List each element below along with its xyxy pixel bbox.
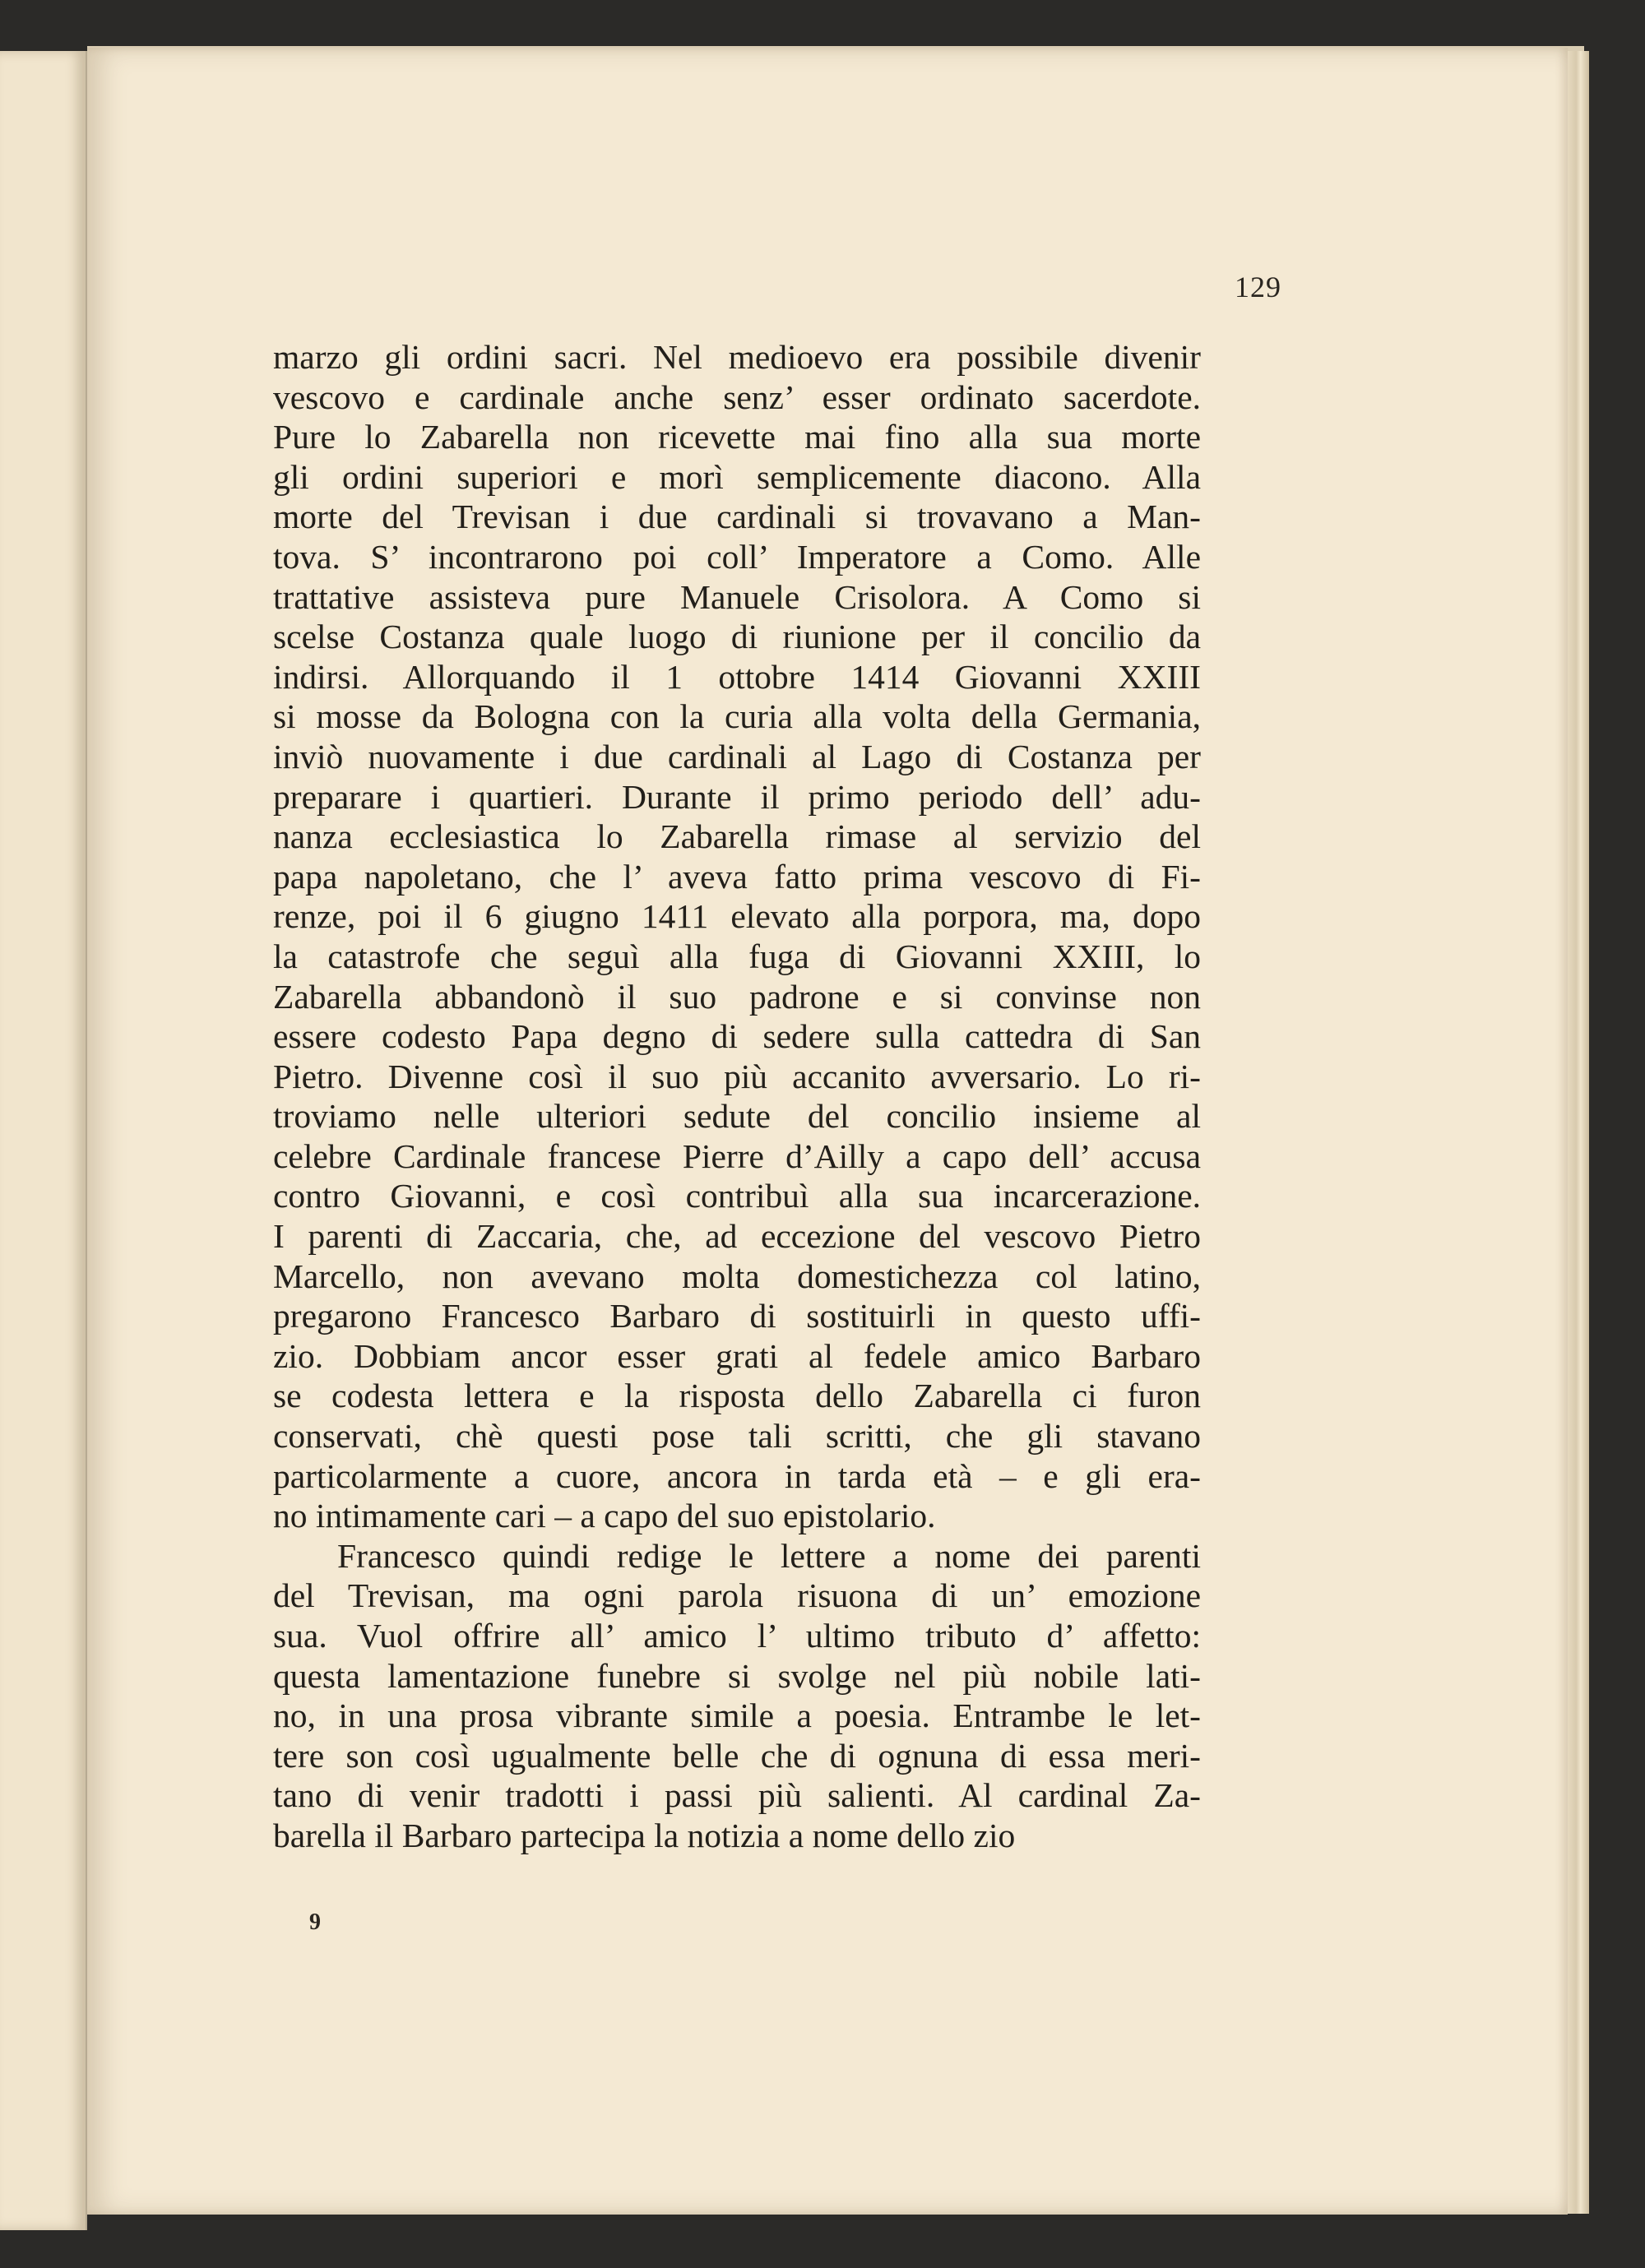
text-line: questa lamentazione funebre si svolge nel più nobile lati- — [273, 1656, 1201, 1695]
text-line: essere codesto Papa degno di sedere sulla cattedra di San — [273, 1017, 1201, 1056]
text-line: se codesta lettera e la risposta dello Zabarella ci furon — [273, 1377, 1201, 1415]
text-line: no intimamente cari – a capo del suo epistolario. — [273, 1497, 936, 1535]
text-line: tova. S’ incontrarono poi coll’ Imperatore a Como. Alle — [273, 537, 1201, 576]
text-line: Pure lo Zabarella non ricevette mai fino alla sua morte — [273, 418, 1201, 456]
text-line: la catastrofe che seguì alla fuga di Giovanni XXIII, lo — [273, 937, 1201, 975]
text-line: trattative assisteva pure Manuele Crisolora. A Como si — [273, 577, 1201, 616]
text-line: Marcello, non avevano molta domestichezza col latino, — [273, 1257, 1201, 1295]
text-line: si mosse da Bologna con la curia alla volta della Germania, — [273, 697, 1201, 736]
text-line: particolarmente a cuore, ancora in tarda età – e gli era- — [273, 1456, 1201, 1495]
text-line: no, in una prosa vibrante simile a poesia. Entrambe le let- — [273, 1696, 1201, 1735]
text-line: Pietro. Divenne così il suo più accanito avversario. Lo ri- — [273, 1057, 1201, 1095]
text-line: del Trevisan, ma ogni parola risuona di un’ emozione — [273, 1576, 1201, 1615]
text-line: contro Giovanni, e così contribuì alla sua incarcerazione. — [273, 1177, 1201, 1215]
page-number: 129 — [1235, 271, 1281, 303]
text-line: conservati, chè questi pose tali scritti, che gli stavano — [273, 1417, 1201, 1456]
text-line: zio. Dobbiam ancor esser grati al fedele amico Barbaro — [273, 1336, 1201, 1375]
text-line: tano di venir tradotti i passi più salienti. Al cardinal Za- — [273, 1776, 1201, 1815]
text-line: pregarono Francesco Barbaro di sostituirli in questo uffi- — [273, 1297, 1201, 1335]
text-line: gli ordini superiori e morì semplicemente diacono. Alla — [273, 457, 1201, 496]
text-line: indirsi. Allorquando il 1 ottobre 1414 Giovanni XXIII — [273, 657, 1201, 696]
printer-signature-mark: 9 — [309, 1909, 321, 1935]
text-line: celebre Cardinale francese Pierre d’Ailly a capo dell’ accusa — [273, 1136, 1201, 1175]
text-line: vescovo e cardinale anche senz’ esser ordinato sacerdote. — [273, 377, 1201, 416]
text-line: nanza ecclesiastica lo Zabarella rimase al servizio del — [273, 817, 1201, 856]
text-line: tere son così ugualmente belle che di ognuna di essa meri- — [273, 1736, 1201, 1775]
text-line: Francesco quindi redige le lettere a nome dei parenti — [337, 1536, 1201, 1575]
text-line: troviamo nelle ulteriori sedute del concilio insieme al — [273, 1097, 1201, 1136]
text-line: papa napoletano, che l’ aveva fatto prima vescovo di Fi- — [273, 857, 1201, 896]
text-line: preparare i quartieri. Durante il primo periodo dell’ adu- — [273, 777, 1201, 816]
text-line: barella il Barbaro partecipa la notizia a nome dello zio — [273, 1816, 1016, 1854]
text-line: inviò nuovamente i due cardinali al Lago di Costanza per — [273, 737, 1201, 775]
text-line: scelse Costanza quale luogo di riunione per il concilio da — [273, 618, 1201, 656]
body-text — [273, 337, 1201, 1856]
page-fore-edge — [1568, 51, 1589, 2214]
text-line: renze, poi il 6 giugno 1411 elevato alla porpora, ma, dopo — [273, 897, 1201, 936]
text-line: marzo gli ordini sacri. Nel medioevo era possibile divenir — [273, 338, 1201, 376]
left-page-edge — [0, 51, 87, 2230]
text-line: Zabarella abbandonò il suo padrone e si convinse non — [273, 977, 1201, 1016]
text-line: morte del Trevisan i due cardinali si trovavano a Man- — [273, 498, 1201, 536]
text-line: I parenti di Zaccaria, che, ad eccezione del vescovo Pietro — [273, 1217, 1201, 1256]
text-line: sua. Vuol offrire all’ amico l’ ultimo tributo d’ affetto: — [273, 1617, 1201, 1655]
